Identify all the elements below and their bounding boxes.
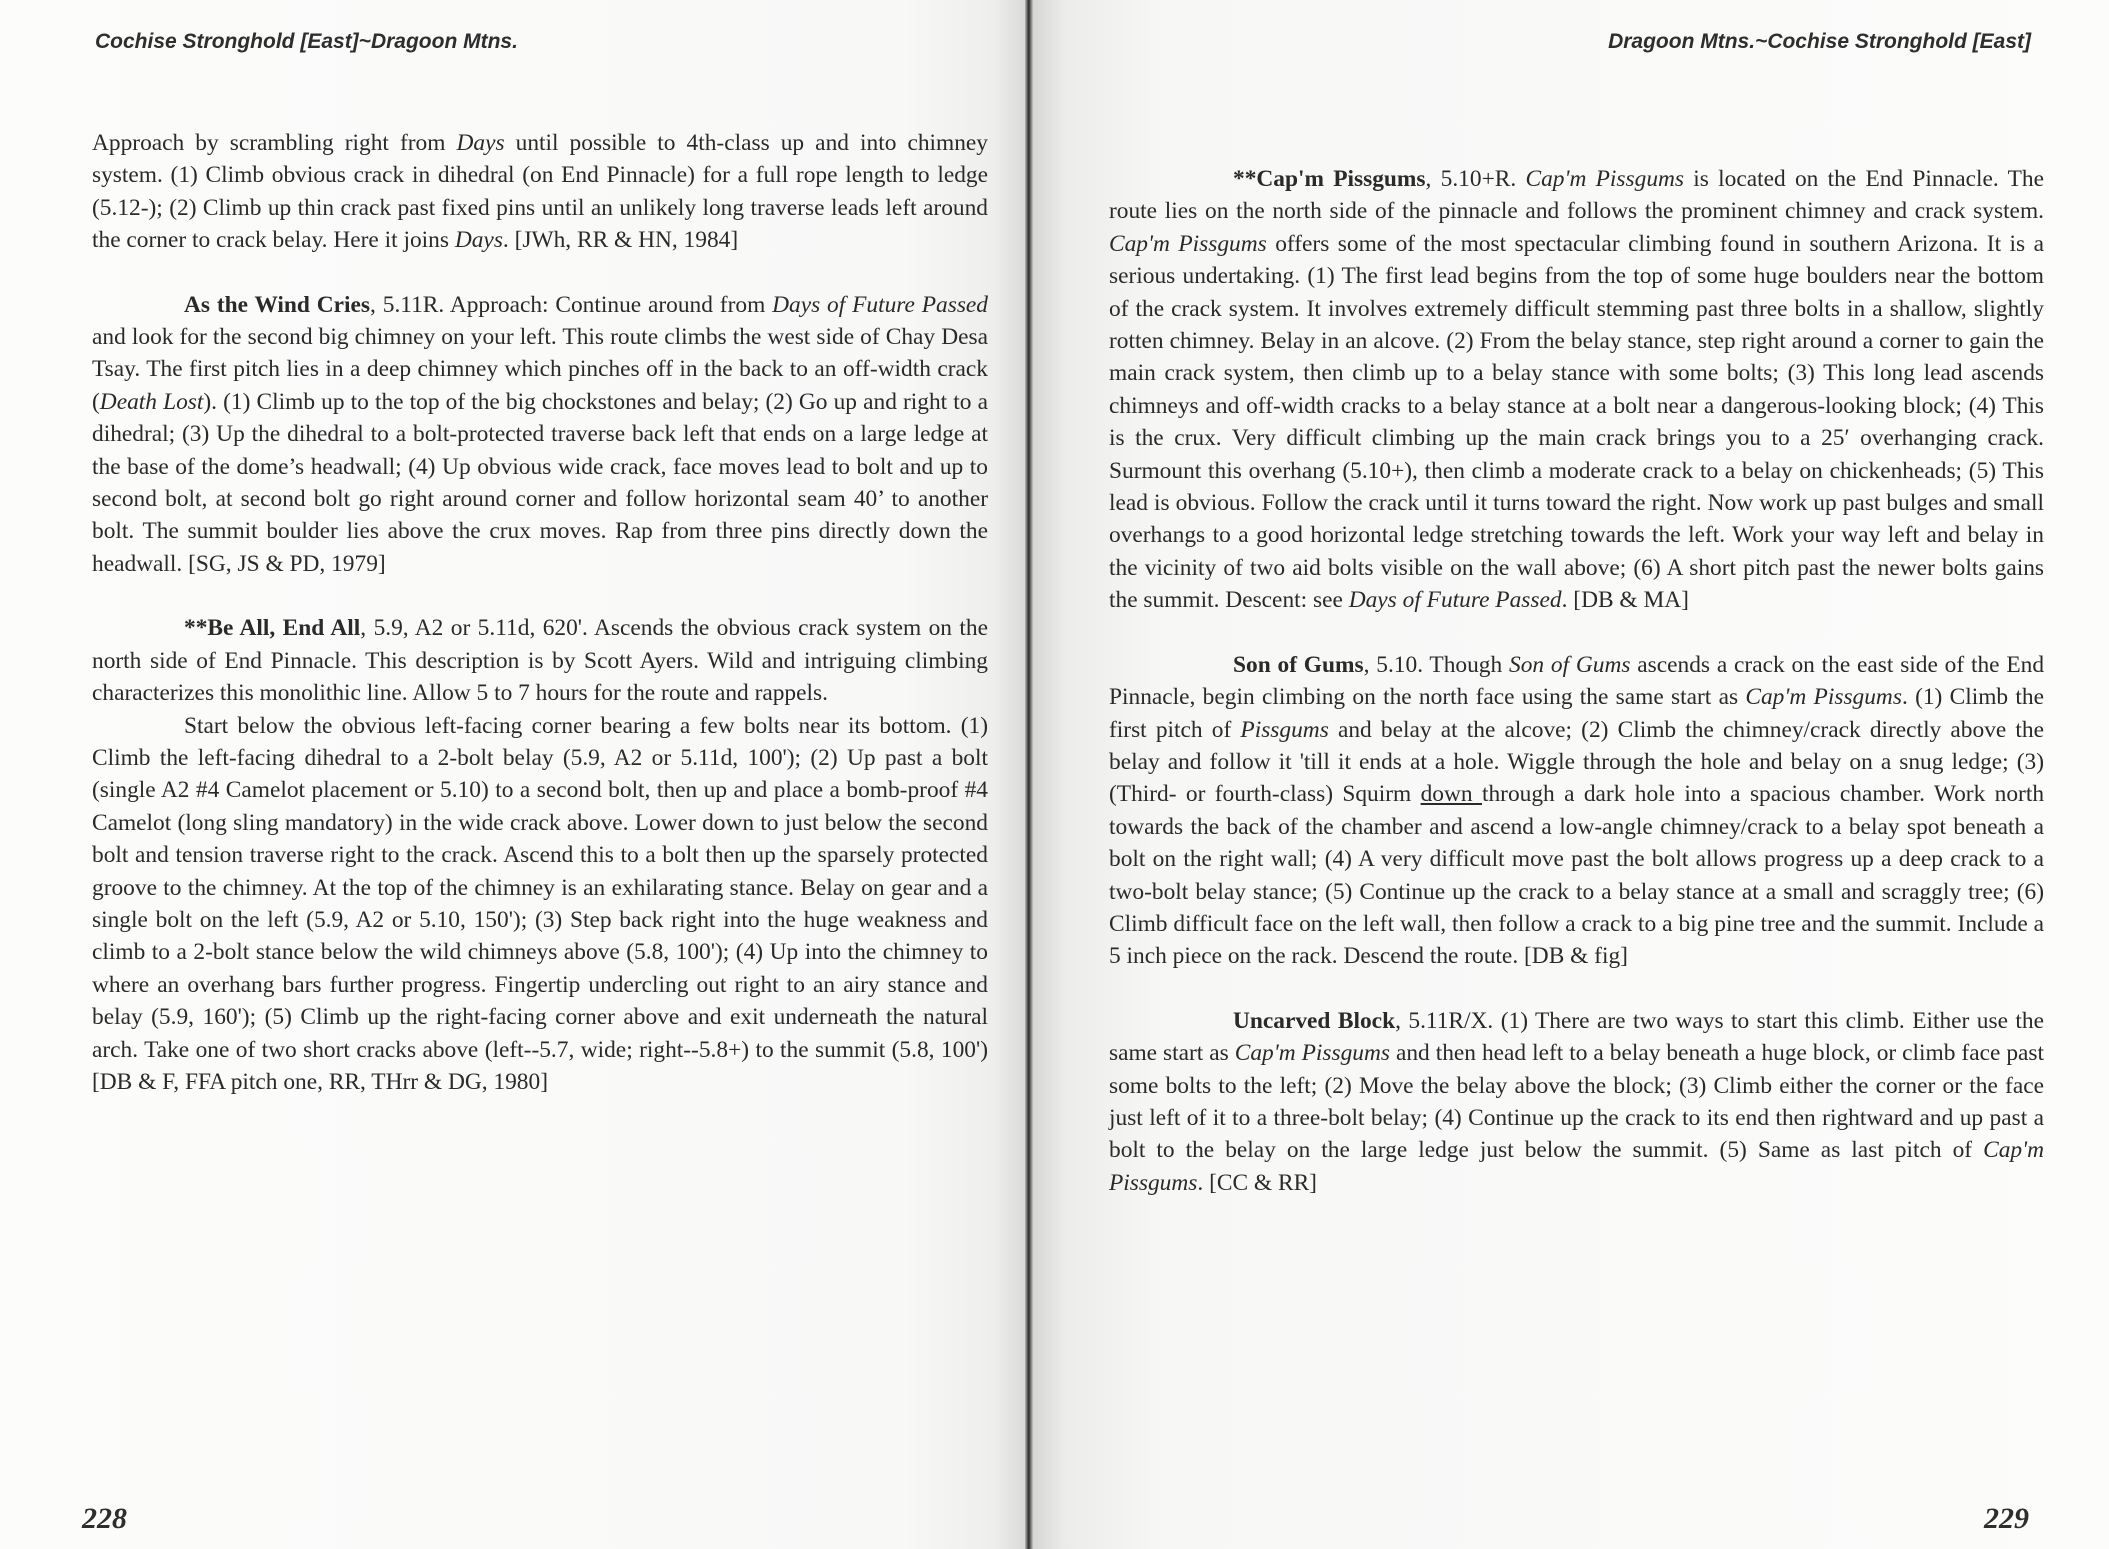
route-uncarved-block — [1109, 1005, 2044, 1199]
text-run: . (1) Climb the first pitch of — [1109, 684, 2044, 743]
route-reference: Days of Future Passed — [772, 291, 988, 318]
route-be-all-end-all — [92, 612, 988, 709]
right-page-body — [1109, 163, 2044, 1199]
text-run: until possible to 4th-class up and into chimney system. (1) Climb obvious crack in dihedral (on End Pinnacle) for a full rope length to ledge (5.12-); (2) Climb up thin crack past fixed pins until an unlikely long traverse leads left around the corner to crack belay. Here it joins — [92, 130, 988, 254]
route-reference: Cap'm Pissgums — [1109, 230, 1267, 257]
route-title: **Cap'm Pissgums — [1233, 166, 1426, 192]
text-run: , 5.11R. Approach: Continue around from — [370, 291, 773, 318]
text-run: . [CC & RR] — [1197, 1169, 1317, 1196]
route-title: Son of Gums — [1233, 651, 1364, 678]
book-gutter — [1025, 0, 1033, 1549]
route-title: As the Wind Cries — [184, 291, 371, 318]
route-reference: Son of Gums — [1509, 651, 1631, 678]
route-as-the-wind-cries — [92, 289, 988, 581]
text-run: offers some of the most spectacular climbing found in southern Arizona. It is a serious undertaking. (1) The first lead begins from the top of some huge boulders near the bottom of the crack system. It involves extremely difficult stemming past three bolts in a shallow, slightly rotten chimney. Belay in an alcove. (2) From the belay stance, step right around a corner to gain the main crack system, then climb up to a belay stance with some bolts; (3) This long lead ascends chimneys and off-width cracks to a belay stance at a bolt near a dangerous-looking block; (4) This is the crux. Very difficult climbing up the main crack brings you to a 25′ overhanging crack. Surmount this overhang (5.10+), then climb a moderate crack to a belay on chickenheads; (5) This lead is obvious. Follow the crack until it turns toward the right. Now work up past bulges and small overhangs to a good horizontal ledge stretching towards the left. Work your way left and belay in the vicinity of two aid bolts visible on the wall above; (6) A short pitch past the newer bolts gains the summit. Descent: see — [1109, 230, 2044, 614]
text-run: and belay at the alcove; (2) Climb the chimney/crack directly above the belay and follow it 'till it ends at a hole. Wiggle through the hole and belay on a snug ledge; (3) (Third- or fourth-class) Squirm — [1109, 716, 2044, 808]
route-reference: Cap'm Pissgums — [1745, 684, 1902, 711]
text-run: and then head left to a belay beneath a huge block, or climb face past some bolts to the left; (2) Move the belay above the block; (3) Climb either the corner or the face just left of it to a three-bolt belay; (4) Continue up the crack to its end then rightward and up past a bolt to the belay on the large ledge just below the summit. (5) Same as last pitch of — [1109, 1040, 2044, 1164]
paragraph-approach — [92, 127, 988, 257]
route-reference: Cap'm Pissgums — [1234, 1040, 1390, 1067]
page-number-left: 228 — [82, 1502, 127, 1535]
text-run: is located on the End Pinnacle. The route lies on the north side of the pinnacle and follows the prominent chimney and crack system. — [1109, 166, 2044, 225]
text-run: Approach by scrambling right from — [92, 130, 457, 156]
route-reference: Days — [456, 130, 505, 156]
text-run: , 5.11R/X. (1) There are two ways to start this climb. Either use the same start as — [1109, 1007, 2044, 1067]
route-reference: Pissgums — [1240, 716, 1329, 743]
right-page — [1033, 0, 2109, 1549]
route-capm-pissgums — [1109, 163, 2044, 617]
underlined-word: down — [1420, 781, 1482, 808]
route-reference: Death Lost — [99, 388, 204, 415]
text-run: , 5.10+R. — [1425, 166, 1526, 192]
running-head-right: Dragoon Mtns.~Cochise Stronghold [East] — [1608, 30, 2031, 53]
text-run: , 5.9, A2 or 5.11d, 620'. Ascends the obvious crack system on the north side of End Pinnacle. This description is by Scott Ayers. Wild and intriguing climbing characterizes this monolithic line. Allow 5 to 7 hours for the route and rappels. — [92, 615, 988, 707]
route-title: Uncarved Block — [1233, 1007, 1396, 1034]
page-number-right: 229 — [1984, 1502, 2029, 1535]
route-title: **Be All, End All — [184, 615, 361, 642]
route-son-of-gums — [1109, 649, 2044, 973]
left-page — [0, 0, 1025, 1549]
route-reference: Cap'm Pissgums — [1525, 166, 1685, 192]
text-run: . [JWh, RR & HN, 1984] — [502, 227, 739, 254]
text-run: . [DB & MA] — [1561, 587, 1689, 614]
text-run: ). (1) Climb up to the top of the big chockstones and belay; (2) Go up and right to a dihedral; (3) Up the dihedral to a bolt-protected traverse back left that ends on a large ledge at the base of the dome’s headwall; (4) Up obvious wide crack, face moves lead to bolt and up to second bolt, at second bolt go right around corner and follow horizontal seam 40’ to another bolt. The summit boulder lies above the crux moves. Rap from three pins directly down the headwall. [SG, JS & PD, 1979] — [92, 388, 988, 577]
left-page-body — [92, 127, 988, 1098]
text-run: ascends a crack on the east side of the End Pinnacle, begin climbing on the north face using the same start as — [1109, 651, 2045, 711]
route-reference: Cap'm Pissgums — [1109, 1137, 2044, 1196]
text-run: through a dark hole into a spacious chamber. Work north towards the back of the chamber and ascend a low-angle chimney/crack to a belay spot beneath a bolt on the right wall; (4) A very difficult move past the bolt allows progress up a deep crack to a two-bolt belay stance; (5) Continue up the crack to a belay stance at a small and scraggly tree; (6) Climb difficult face on the left wall, then follow a crack to a big pine tree and the summit. Include a 5 inch piece on the rack. Descend the route. [DB & fig] — [1109, 781, 2045, 970]
paragraph-be-all-end-all-pitches: Start below the obvious left-facing corner bearing a few bolts near its bottom. (1) Climb the left-facing dihedral to a 2-bolt belay (5.9, A2 or 5.11d, 100'); (2) Up past a bolt (single A2 #4 Camelot placement or 5.10) to a second bolt, then up and place a bomb-proof #4 Camelot (long sling mandatory) in the wide crack above. Lower down to just below the second bolt and tension traverse right to the crack. Ascend this to a bolt then up the sparsely protected groove to the chimney. At the top of the chimney is an exhilarating stance. Belay on gear and a single bolt on the left (5.9, A2 or 5.10, 150'); (3) Step back right into the huge weakness and climb to a 2-bolt stance below the wild chimneys above (5.8, 100'); (4) Up into the chimney to where an overhang bars further progress. Fingertip undercling out right to an airy stance and belay (5.9, 160'); (5) Climb up the right-facing corner above and exit underneath the natural arch. Take one of two short cracks above (left--5.7, wide; right--5.8+) to the summit (5.8, 100') [DB & F, FFA pitch one, RR, THrr & DG, 1980] — [92, 712, 988, 1095]
running-head-left: Cochise Stronghold [East]~Dragoon Mtns. — [95, 30, 518, 53]
text-run: and look for the second big chimney on your left. This route climbs the west side of Chay Desa Tsay. The first pitch lies in a deep chimney which pinches off in the back to an off-width crack ( — [92, 324, 988, 415]
text-run: , 5.10. Though — [1363, 651, 1509, 678]
route-reference: Days — [454, 227, 503, 254]
route-reference: Days of Future Passed — [1348, 587, 1562, 614]
